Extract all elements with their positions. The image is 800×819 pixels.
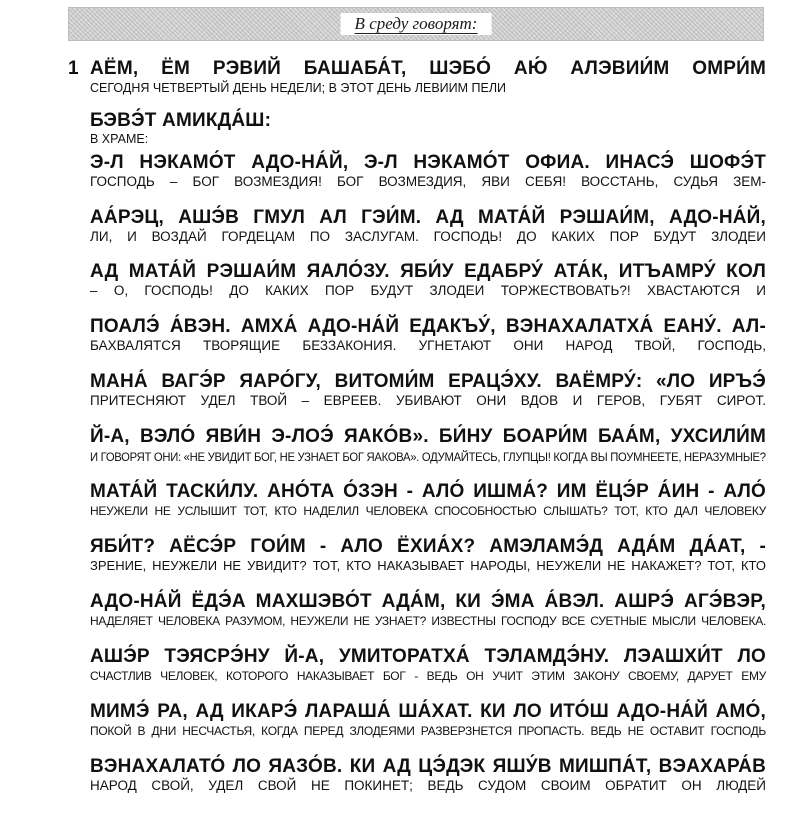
translation-line: ЗРЕНИЕ, НЕУЖЕЛИ НЕ УВИДИТ? ТОТ, КТО НАКАЗЫВАЕТ НАРОДЫ, НЕУЖЕЛИ НЕ НАКАЖЕТ? ТОТ, КТО [90, 558, 766, 573]
transliteration-line: АЁМ, ЁМ РЭВИЙ БАШАБА́Т, ШЭБО́ АЮ́ АЛЭВИИ́М ОМРИ́М [90, 58, 766, 79]
transliteration-line: ЯБИ́Т? АЁСЭ́Р ГОИ́М - АЛО ЁХИА́Х? АМЭЛАМЭ́Д АДА́М ДА́АТ, - [90, 536, 766, 557]
section-header-band [68, 7, 764, 41]
translation-line: СЕГОДНЯ ЧЕТВЕРТЫЙ ДЕНЬ НЕДЕЛИ; В ЭТОТ ДЕНЬ ЛЕВИИМ ПЕЛИ [90, 81, 507, 95]
translation-line: ЛИ, И ВОЗДАЙ ГОРДЕЦАМ ПО ЗАСЛУГАМ. ГОСПОДЬ! ДО КАКИХ ПОР БУДУТ ЗЛОДЕИ [90, 229, 766, 244]
section-header-text: В среду говорят: [354, 14, 478, 33]
transliteration-line: ВЭНАХАЛАТО́ ЛО ЯАЗО́В. КИ АД ЦЭ́ДЭК ЯШУ́В МИШПА́Т, ВЭАХАРА́В [90, 756, 766, 777]
translation-line: НАДЕЛЯЕТ ЧЕЛОВЕКА РАЗУМОМ, НЕУЖЕЛИ НЕ УЗНАЕТ? ИЗВЕСТНЫ ГОСПОДУ ВСЕ СУЕТНЫЕ МЫСЛИ ЧЕЛОВЕКА. [90, 614, 766, 628]
transliteration-line: БЭВЭ́Т АМИКДА́Ш: [90, 110, 272, 131]
transliteration-line: АД МАТА́Й РЭШАИ́М ЯАЛО́ЗУ. ЯБИ́У ЕДАБРУ́ АТА́К, ИТЪАМРУ́ КОЛ [90, 261, 766, 282]
translation-line: СЧАСТЛИВ ЧЕЛОВЕК, КОТОРОГО НАКАЗЫВАЕТ БОГ - ВЕДЬ ОН УЧИТ ЭТИМ ЗАКОНУ СВОЕМУ, ДАРУЕТ ЕМУ [90, 669, 766, 683]
translation-line: ПРИТЕСНЯЮТ УДЕЛ ТВОЙ – ЕВРЕЕВ. УБИВАЮТ ОНИ ВДОВ И ГЕРОВ, ГУБЯТ СИРОТ. [90, 393, 766, 408]
translation-line: И ГОВОРЯТ ОНИ: «НЕ УВИДИТ БОГ, НЕ УЗНАЕТ БОГ ЯАКОВА». ОДУМАЙТЕСЬ, ГЛУПЦЫ! КОГДА ВЫ ПОУМНЕЕТЕ, НЕРАЗУМНЫЕ? [90, 450, 766, 464]
transliteration-line: МИМЭ́ РА, АД ИКАРЭ́ ЛАРАША́ ША́ХАТ. КИ ЛО ИТО́Ш АДО-НА́Й АМО́, [90, 701, 766, 722]
translation-line: ГОСПОДЬ – БОГ ВОЗМЕЗДИЯ! БОГ ВОЗМЕЗДИЯ, ЯВИ СЕБЯ! ВОССТАНЬ, СУДЬЯ ЗЕМ- [90, 174, 766, 189]
transliteration-line: АШЭ́Р ТЭЯСРЭ́НУ Й-А, УМИТОРАТХА́ ТЭЛАМДЭ́НУ. ЛЭАШХИ́Т ЛО [90, 646, 766, 667]
transliteration-line: АДО-НА́Й ЁДЭ́А МАХШЭВО́Т АДА́М, КИ Э́МА А́ВЭЛ. АШРЭ́ АГЭ́ВЭР, [90, 591, 766, 612]
transliteration-line: МАНА́ ВАГЭ́Р ЯАРО́ГУ, ВИТОМИ́М ЕРАЦЭ́ХУ. ВАЁМРУ́: «ЛО ИРЪЭ́ [90, 371, 766, 392]
translation-line: ПОКОЙ В ДНИ НЕСЧАСТЬЯ, КОГДА ПЕРЕД ЗЛОДЕЯМИ РАЗВЕРЗНЕТСЯ ПРОПАСТЬ. ВЕДЬ НЕ ОСТАВИТ ГОСПОДЬ [90, 724, 766, 738]
transliteration-line: АА́РЭЦ, АШЭ́В ГМУЛ АЛ ГЭИ́М. АД МАТА́Й РЭШАИ́М, АДО-НА́Й, [90, 207, 766, 228]
transliteration-line: Э-Л НЭКАМО́Т АДО-НА́Й, Э-Л НЭКАМО́Т ОФИА. ИНАСЭ́ ШОФЭ́Т [90, 152, 766, 173]
translation-line: НАРОД СВОЙ, УДЕЛ СВОЙ НЕ ПОКИНЕТ; ВЕДЬ СУДОМ СВОИМ ОБРАТИТ ОН ЛЮДЕЙ [90, 778, 766, 793]
verse-number: 1 [68, 58, 79, 79]
translation-line: – О, ГОСПОДЬ! ДО КАКИХ ПОР БУДУТ ЗЛОДЕИ ТОРЖЕСТВОВАТЬ?! ХВАСТАЮТСЯ И [90, 283, 766, 298]
transliteration-line: МАТА́Й ТАСКИ́ЛУ. АНО́ТА О́ЗЭН - АЛО́ ИШМА́? ИМ ЁЦЭ́Р А́ИН - АЛО́ [90, 481, 766, 502]
translation-line: В ХРАМЕ: [90, 132, 149, 146]
translation-line: БАХВАЛЯТСЯ ТВОРЯЩИЕ БЕЗЗАКОНИЯ. УГНЕТАЮТ ОНИ НАРОД ТВОЙ, ГОСПОДЬ, [90, 338, 766, 353]
transliteration-line: Й-А, ВЭЛО́ ЯВИ́Н Э-ЛОЭ́ ЯАКО́В». БИ́НУ БОАРИ́М БАА́М, УХСИЛИ́М [90, 426, 766, 447]
translation-line: НЕУЖЕЛИ НЕ УСЛЫШИТ ТОТ, КТО НАДЕЛИЛ ЧЕЛОВЕКА СПОСОБНОСТЬЮ СЛЫШАТЬ? ТОТ, КТО ДАЛ ЧЕЛОВЕКУ [90, 504, 766, 518]
section-header-title [341, 13, 492, 35]
transliteration-line: ПОАЛЭ́ А́ВЭН. АМХА́ АДО-НА́Й ЕДАКЪУ́, ВЭНАХАЛАТХА́ ЕАНУ́. АЛ- [90, 316, 766, 337]
